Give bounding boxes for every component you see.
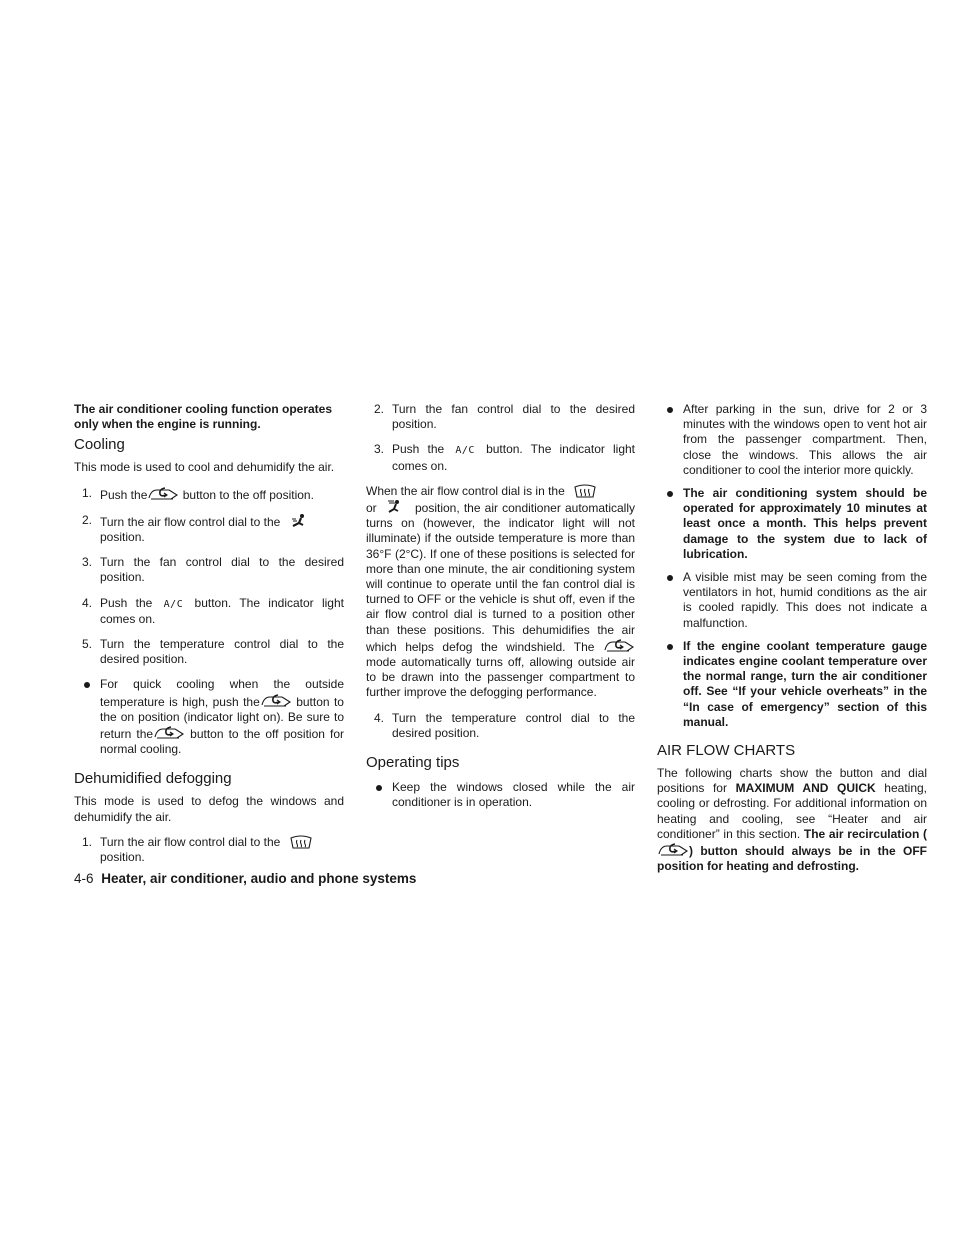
operating-tip-2: After parking in the sun, drive for 2 or 3 minutes with the windows open to vent hot air from the passenger compartment. Then, close the windows. This allows the air conditioner to cool the interior more quickly. bbox=[657, 402, 927, 478]
cooling-tip: For quick cooling when the outside temperature is high, push the button to the on position (indicator light on). Be sure to return the button to the off position for normal cooling. bbox=[74, 677, 344, 757]
foot-icon bbox=[290, 513, 306, 529]
defog-step-2: 2. Turn the fan control dial to the desired position. bbox=[374, 402, 635, 432]
cooling-step-3: 3. Turn the fan control dial to the desired position. bbox=[82, 555, 344, 585]
cooling-step-4: 4. Push the A/C button. The indicator light comes on. bbox=[82, 595, 344, 626]
cooling-step-2: 2. Turn the air flow control dial to the position. bbox=[74, 513, 344, 545]
recirculation-icon bbox=[260, 693, 292, 709]
cooling-description: This mode is used to cool and dehumidify the air. bbox=[74, 460, 335, 475]
section-title: Heater, air conditioner, audio and phone systems bbox=[101, 871, 417, 886]
operating-tip-4: A visible mist may be seen coming from the ventilators in hot, humid conditions as the air is cooled rapidly. This does not indicate a malfunction. bbox=[657, 570, 927, 631]
cooling-step-1: 1. Push the button to the off position. bbox=[82, 485, 314, 502]
ac-button-label: A/C bbox=[163, 598, 184, 610]
operating-tip-5: If the engine coolant temperature gauge indicates engine coolant temperature over the normal range, turn the air conditioner off. See “If your vehicle overheats” in the “In case of emergency” section of this manual. bbox=[657, 639, 927, 730]
bullet-icon bbox=[376, 785, 382, 791]
column-1 bbox=[74, 402, 344, 865]
intro-warning: The air conditioner cooling function operates only when the engine is running. bbox=[74, 402, 333, 432]
recirculation-icon bbox=[147, 486, 179, 502]
foot-defrost-icon bbox=[385, 499, 403, 515]
heading-dehumidified-defogging: Dehumidified defogging bbox=[74, 770, 232, 788]
bullet-icon bbox=[667, 575, 673, 581]
page-footer bbox=[74, 871, 416, 886]
heading-air-flow-charts: AIR FLOW CHARTS bbox=[657, 742, 796, 760]
defog-note: When the air flow control dial is in the or position, the air conditioner automatically turns on (however, the indicator light will not illuminate) if the outside temperature is more than 36°F (2°C). If one of these positions is selected for more than one minute, the air conditioning system will continue to operate until the fan control dial is turned to OFF or the vehicle is shut off, even if the air flow control dial is turned to a position other than these positions. This dehumidifies the air which helps defog the windshield. The mode automatically turns off, allowing outside air to be drawn into the passenger compartment to further improve the defogging performance. bbox=[366, 483, 635, 700]
operating-tip-3: The air conditioning system should be operated for approximately 10 minutes at least once a month. This helps prevent damage to the system due to lack of lubrication. bbox=[657, 486, 927, 562]
bullet-icon bbox=[667, 644, 673, 650]
operating-tip-1: Keep the windows closed while the air conditioner is in operation. bbox=[366, 780, 635, 810]
bullet-icon bbox=[84, 682, 90, 688]
ac-button-label: A/C bbox=[455, 445, 475, 457]
defog-step-3: 3. Push the A/C button. The indicator light comes on. bbox=[374, 442, 636, 473]
column-3 bbox=[657, 402, 927, 874]
column-2 bbox=[366, 402, 635, 810]
recirculation-icon bbox=[603, 638, 635, 654]
defrost-icon bbox=[290, 835, 312, 849]
bullet-icon bbox=[667, 407, 673, 413]
bullet-icon bbox=[667, 491, 673, 497]
page-number: 4-6 bbox=[74, 871, 94, 886]
defrost-icon bbox=[574, 484, 596, 498]
recirculation-icon bbox=[153, 725, 185, 741]
defog-description: This mode is used to defog the windows and dehumidify the air. bbox=[74, 794, 344, 824]
air-flow-description: The following charts show the button and dial positions for MAXIMUM AND QUICK heating, cooling or defrosting. For additional information on heating and cooling, see “Heater and air conditioner” in this section. The air recirculation ( ) button should always be in the OFF position for heating and defrosting. bbox=[657, 766, 928, 874]
defog-step-1: 1. Turn the air flow control dial to the position. bbox=[74, 835, 344, 865]
cooling-step-5: 5. Turn the temperature control dial to the desired position. bbox=[82, 637, 344, 667]
heading-cooling: Cooling bbox=[74, 436, 125, 454]
recirculation-icon bbox=[657, 842, 689, 858]
heading-operating-tips: Operating tips bbox=[366, 754, 460, 772]
defog-step-4: 4. Turn the temperature control dial to the desired position. bbox=[374, 710, 635, 740]
